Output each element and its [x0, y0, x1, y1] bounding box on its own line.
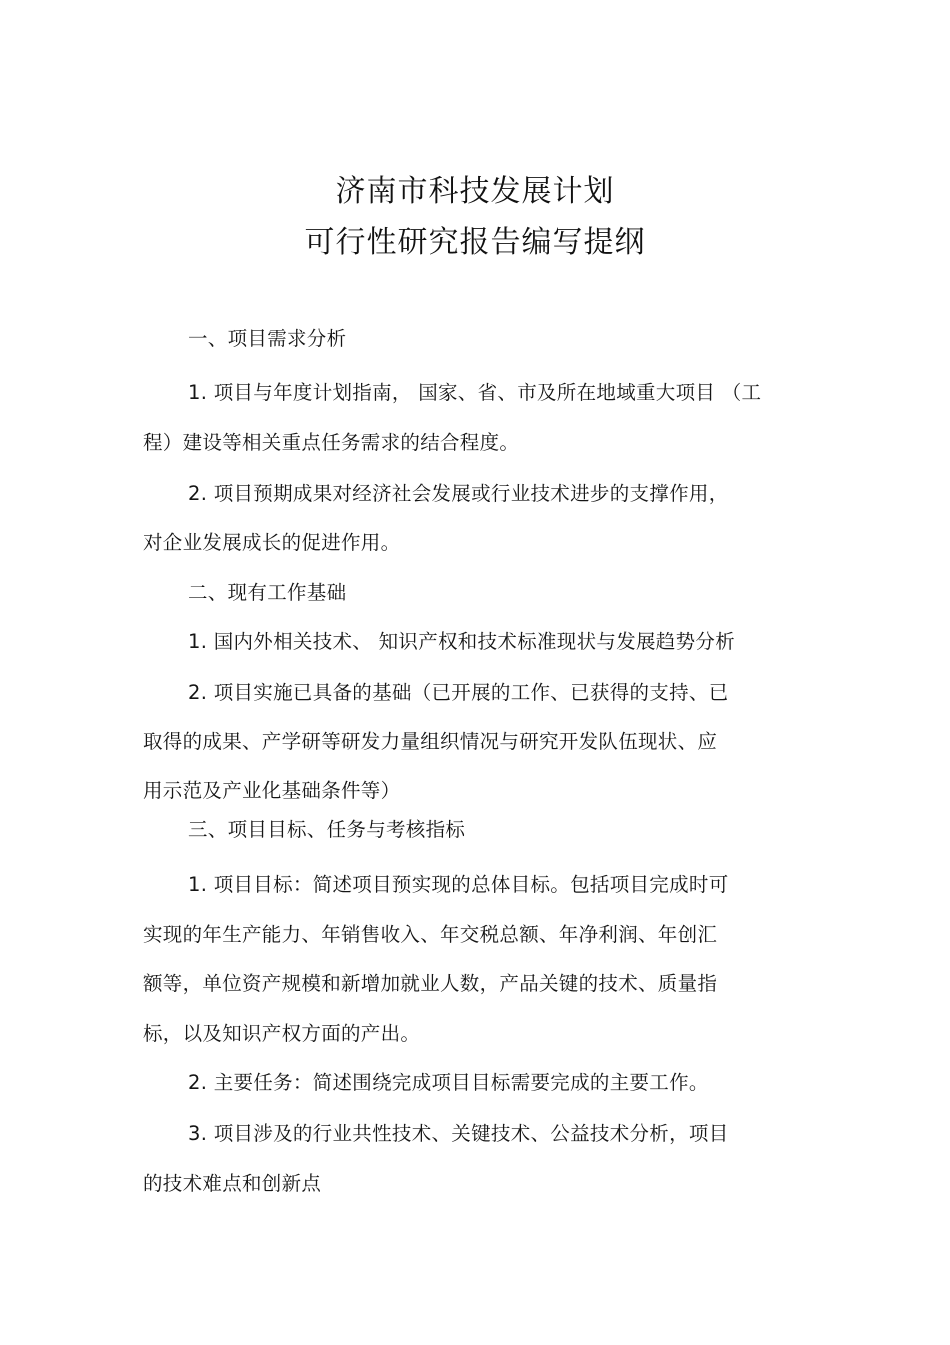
paragraph-line: 对企业发展成长的促进作用。 [143, 531, 401, 554]
paragraph-line: 1. 项目与年度计划指南， 国家、省、市及所在地域重大项目 （工 [188, 381, 762, 404]
document-title-line-2: 可行性研究报告编写提纲 [304, 225, 646, 260]
paragraph-line: 1. 项目目标：简述项目预实现的总体目标。包括项目完成时可 [188, 873, 729, 896]
paragraph-line: 实现的年生产能力、年销售收入、年交税总额、年净利润、年创汇 [143, 923, 718, 946]
paragraph-line: 程）建设等相关重点任务需求的结合程度。 [143, 431, 520, 454]
paragraph-line: 的技术难点和创新点 [143, 1172, 322, 1195]
paragraph-line: 3. 项目涉及的行业共性技术、关键技术、公益技术分析，项目 [188, 1122, 729, 1145]
paragraph-line: 2. 项目实施已具备的基础（已开展的工作、已获得的支持、已 [188, 681, 729, 704]
paragraph-line: 2. 项目预期成果对经济社会发展或行业技术进步的支撑作用， [188, 482, 729, 505]
paragraph-line: 2. 主要任务：简述围绕完成项目目标需要完成的主要工作。 [188, 1071, 709, 1094]
paragraph-line: 1. 国内外相关技术、 知识产权和技术标准现状与发展趋势分析 [188, 630, 736, 653]
paragraph-line: 取得的成果、产学研等研发力量组织情况与研究开发队伍现状、应 [143, 730, 718, 753]
document-title-line-1: 济南市科技发展计划 [335, 174, 615, 209]
section-heading-3: 三、项目目标、任务与考核指标 [188, 818, 466, 841]
section-heading-1: 一、项目需求分析 [188, 327, 347, 350]
paragraph-line: 用示范及产业化基础条件等） [143, 779, 401, 802]
paragraph-line: 额等，单位资产规模和新增加就业人数，产品关键的技术、质量指 [143, 972, 718, 995]
section-heading-2: 二、现有工作基础 [188, 581, 347, 604]
paragraph-line: 标，以及知识产权方面的产出。 [143, 1022, 421, 1045]
